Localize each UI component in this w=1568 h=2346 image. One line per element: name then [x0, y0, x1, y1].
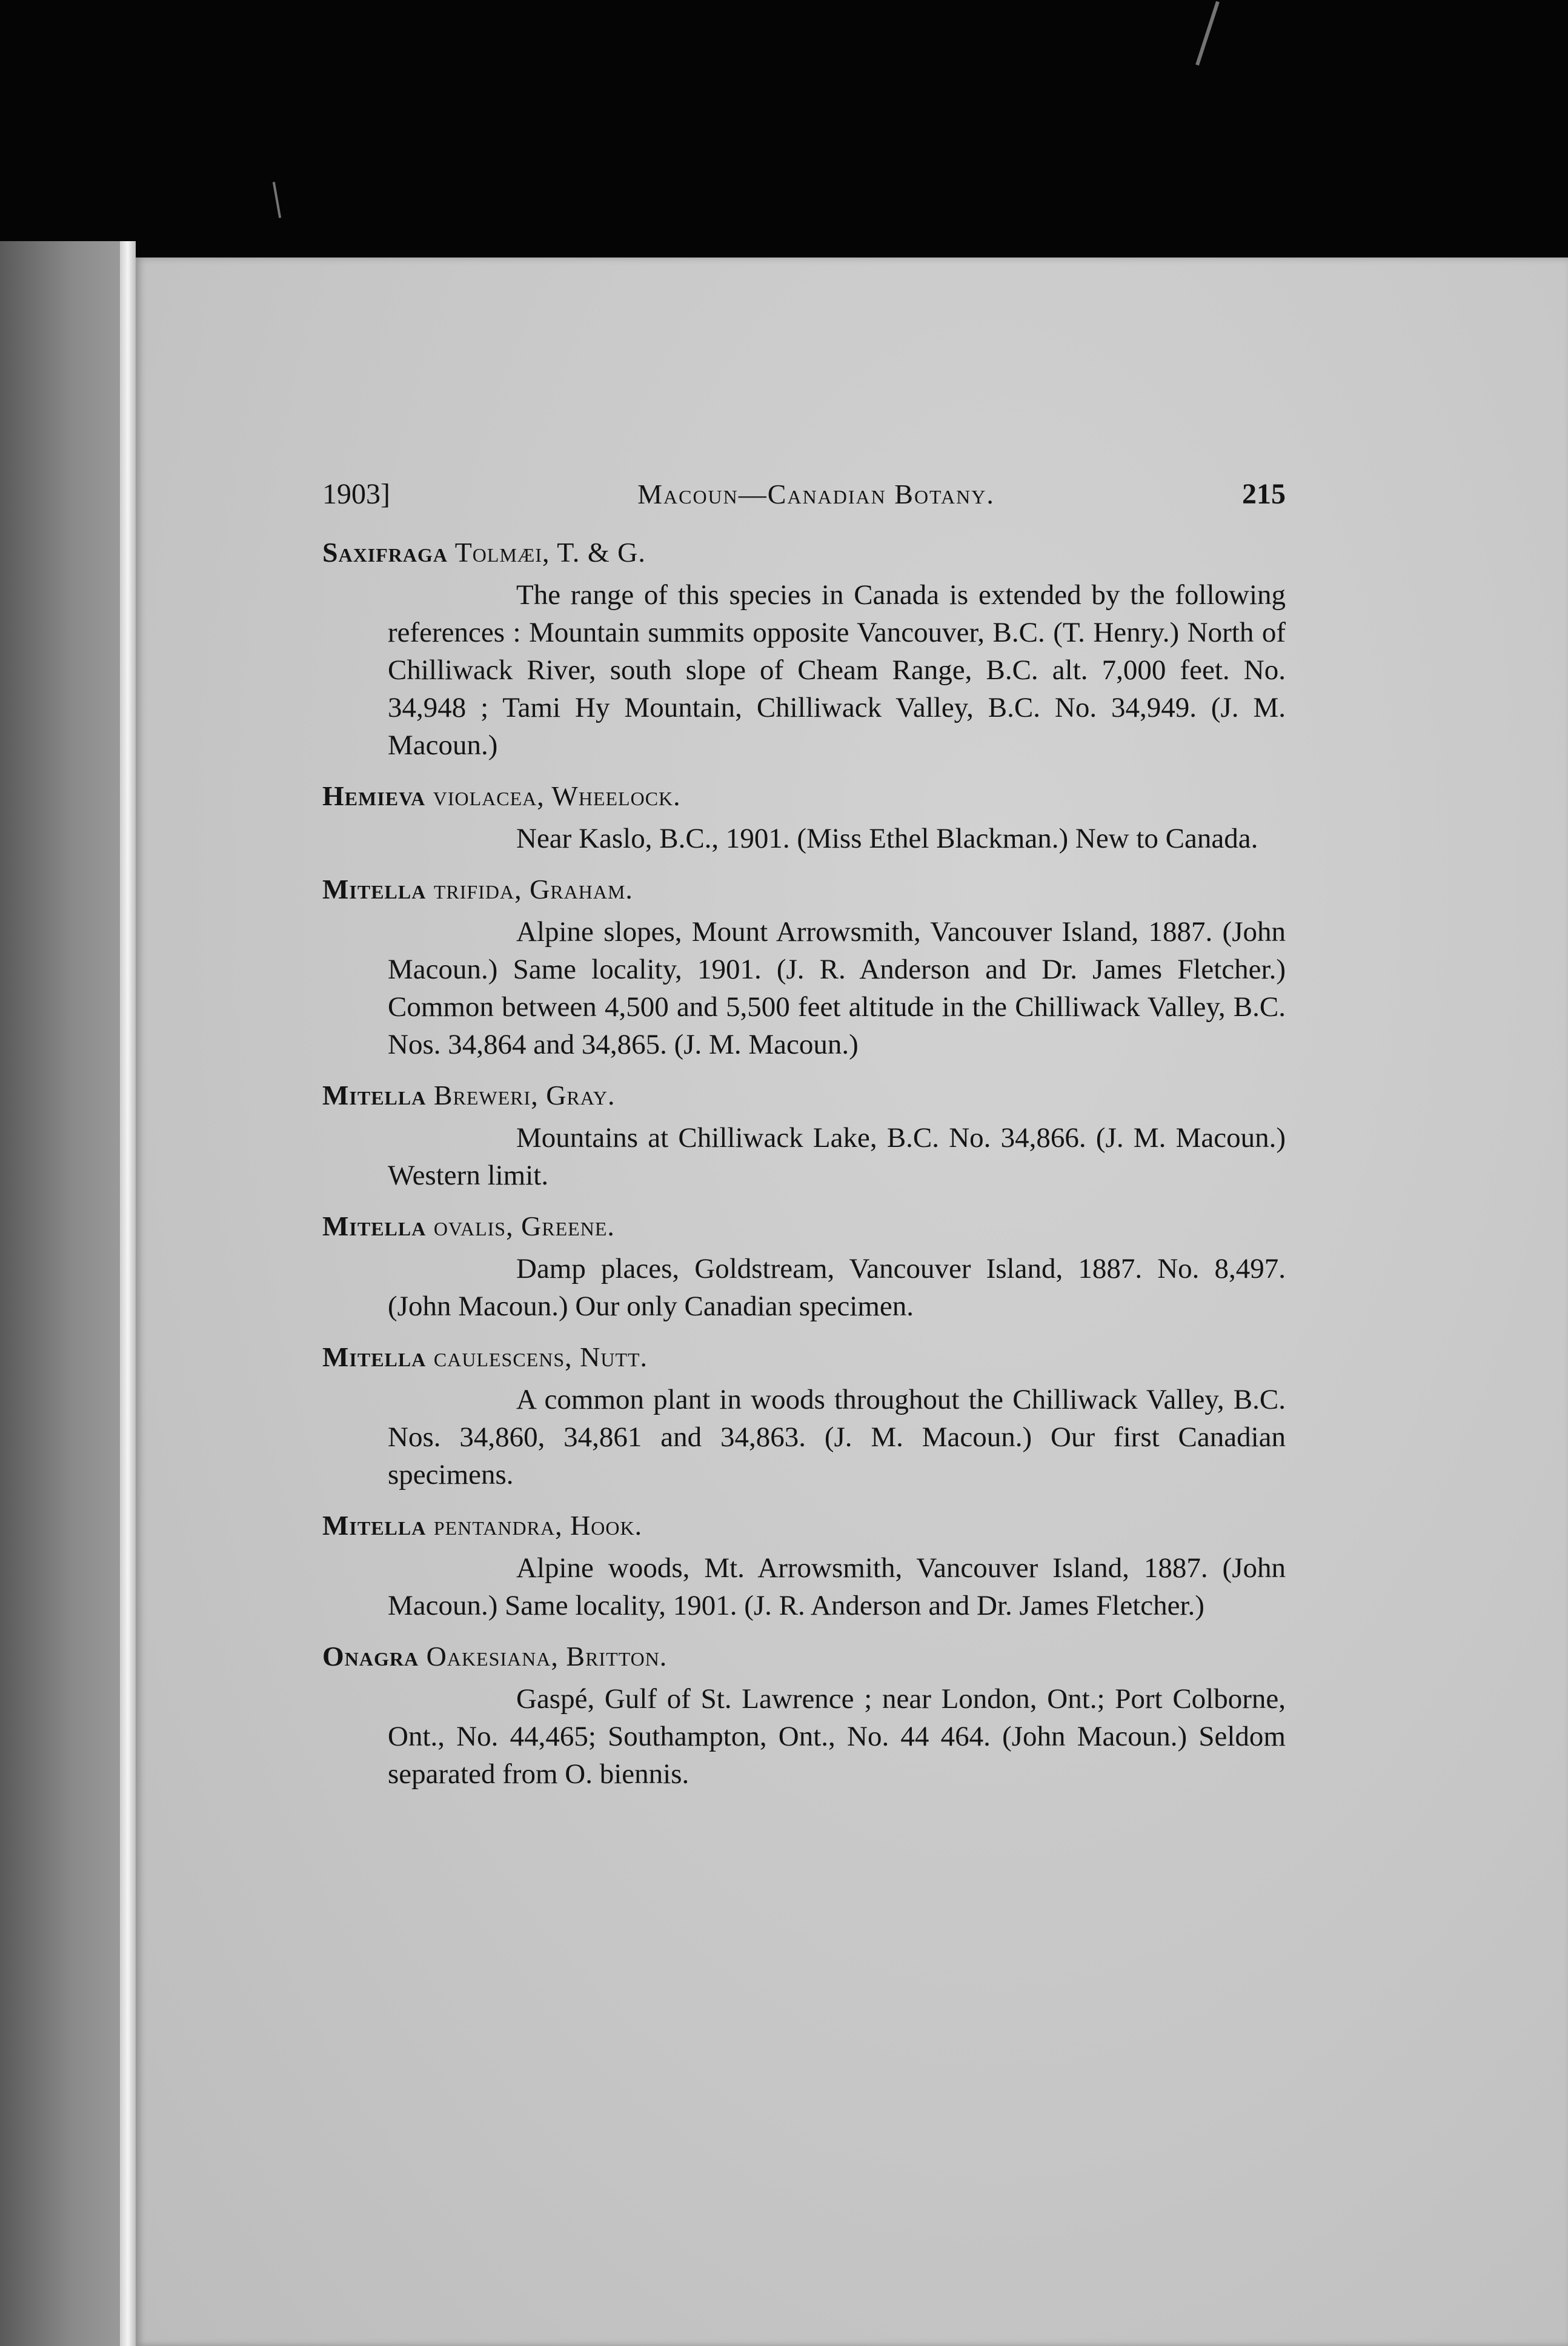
page-number: 215	[1241, 478, 1286, 510]
film-scratch	[273, 182, 281, 218]
species-body: Alpine woods, Mt. Arrowsmith, Vancouver Island, 1887. (John Macoun.) Same locality, 1901. (J. R. Anderson and Dr. James Fletcher.)	[388, 1552, 1286, 1621]
species-body: Near Kaslo, B.C., 1901. (Miss Ethel Blackman.) New to Canada.	[516, 823, 1258, 854]
species-heading: Mitella Breweri, Gray.	[322, 1080, 616, 1111]
species-entry	[322, 1638, 1286, 1793]
species-heading: Mitella caulescens, Nutt.	[322, 1341, 648, 1372]
species-body: Alpine slopes, Mount Arrowsmith, Vancouver Island, 1887. (John Macoun.) Same locality, 1901. (J. R. Anderson and Dr. James Fletcher.) Common between 4,500 and 5,500 feet altitude in the Chilliwack Valley, B.C. Nos. 34,864 and 34,865. (J. M. Macoun.)	[388, 916, 1286, 1060]
species-entry	[322, 1338, 1286, 1494]
species-heading: Mitella pentandra, Hook.	[322, 1510, 643, 1541]
species-heading: Mitella ovalis, Greene.	[322, 1211, 615, 1241]
species-body: Gaspé, Gulf of St. Lawrence ; near London, Ont.; Port Colborne, Ont., No. 44,465; Southampton, Ont., No. 44 464. (John Macoun.) Seldom separated from O. biennis.	[388, 1683, 1286, 1790]
species-body: A common plant in woods throughout the Chilliwack Valley, B.C. Nos. 34,860, 34,861 and 34,863. (J. M. Macoun.) Our first Canadian specimens.	[388, 1384, 1286, 1490]
facing-page-edge	[0, 241, 121, 2346]
species-entry	[322, 1208, 1286, 1325]
species-entry	[322, 871, 1286, 1063]
running-head-title: Macoun—Canadian Botany.	[637, 479, 995, 510]
page-gutter	[120, 241, 136, 2346]
species-entry	[322, 1077, 1286, 1194]
species-body: Mountains at Chilliwack Lake, B.C. No. 34,866. (J. M. Macoun.) Western limit.	[388, 1122, 1286, 1191]
species-heading: Hemieva violacea, Wheelock.	[322, 780, 681, 811]
film-scratch	[1195, 1, 1220, 65]
species-body: Damp places, Goldstream, Vancouver Island, 1887. No. 8,497. (John Macoun.) Our only Canadian specimen.	[388, 1253, 1286, 1322]
species-heading: Saxifraga Tolmæi, T. & G.	[322, 537, 646, 568]
species-heading: Mitella trifida, Graham.	[322, 874, 633, 905]
species-heading: Onagra Oakesiana, Britton.	[322, 1641, 668, 1672]
running-head	[322, 476, 1286, 513]
species-entry	[322, 534, 1286, 764]
species-entry	[322, 777, 1286, 857]
species-entry	[322, 1507, 1286, 1624]
running-head-year: 1903]	[322, 478, 390, 510]
page-text	[322, 476, 1286, 1806]
species-body: The range of this species in Canada is extended by the following references : Mountain summits opposite Vancouver, B.C. (T. Henry.) North of Chilliwack River, south slope of Cheam Range, B.C. alt. 7,000 feet. No. 34,948 ; Tami Hy Mountain, Chilliwack Valley, B.C. No. 34,949. (J. M. Macoun.)	[388, 579, 1286, 761]
